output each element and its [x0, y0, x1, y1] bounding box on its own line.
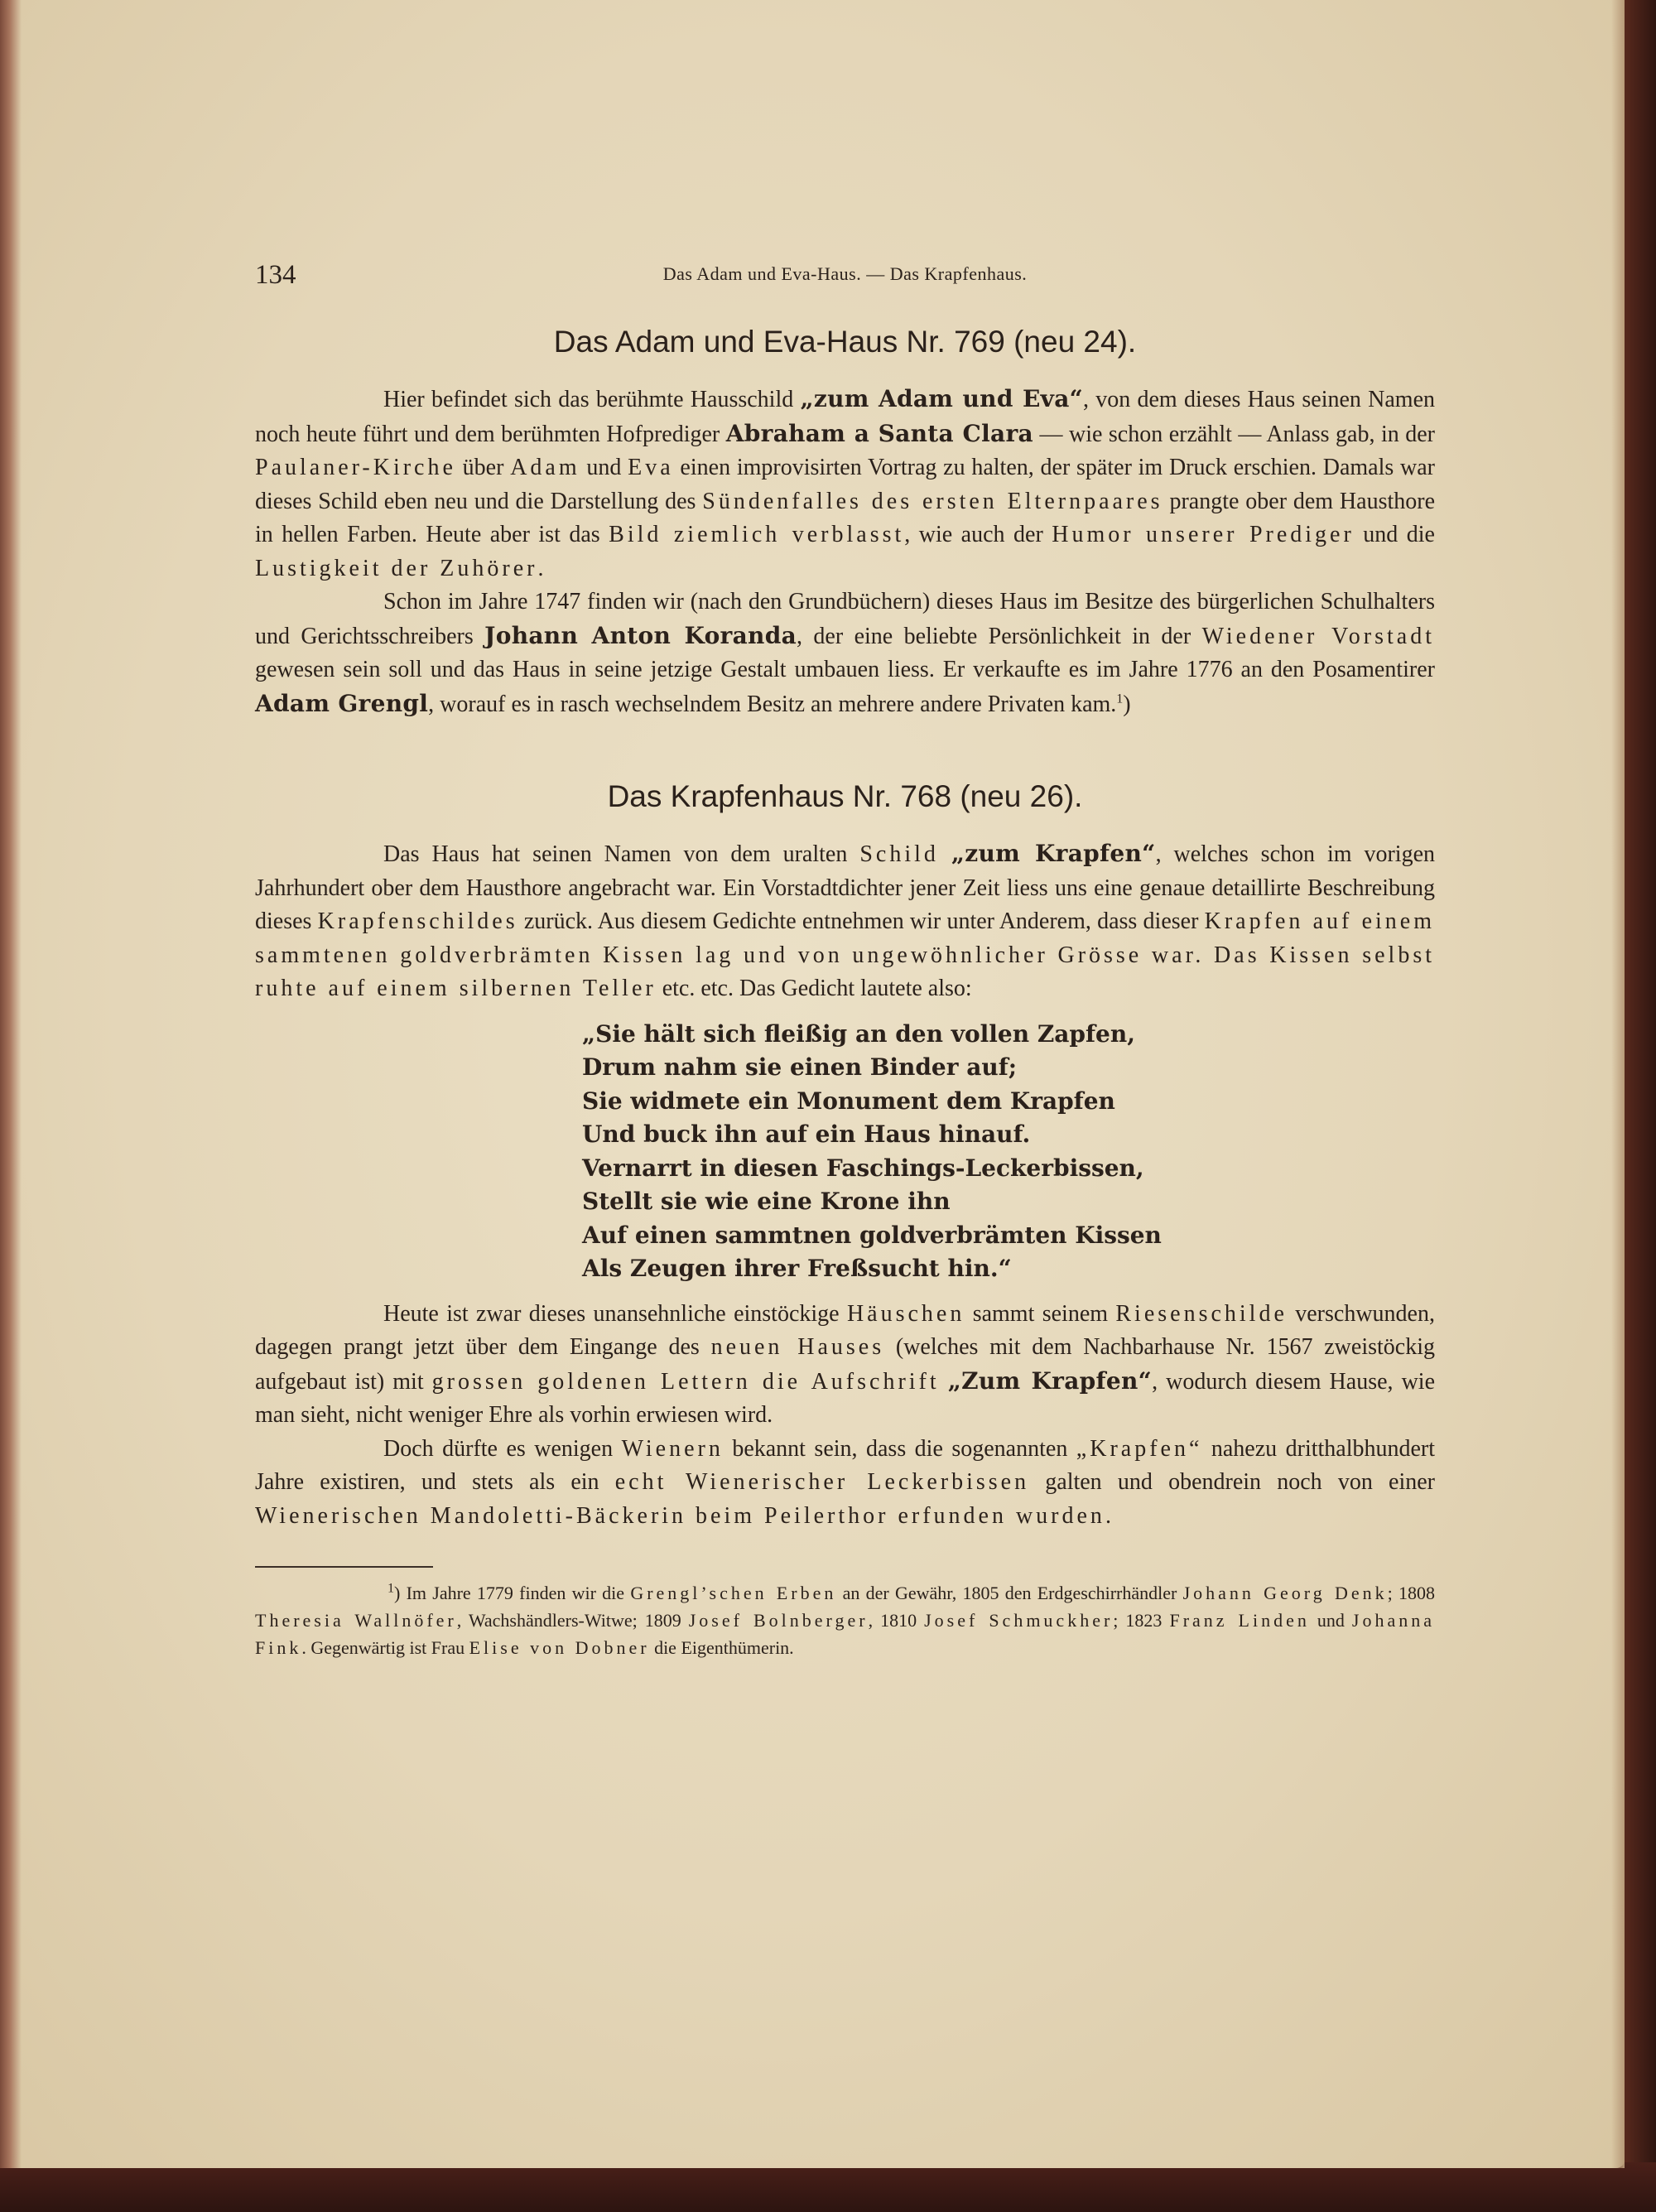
- page-gutter: [0, 0, 22, 2168]
- poem-line: „Sie hält sich fleißig an den vollen Zapfen,: [582, 1019, 1135, 1048]
- page-content: [255, 248, 1435, 1661]
- page-number: 134: [255, 260, 296, 290]
- paragraph: Das Haus hat seinen Namen von dem uralten Schild „zum Krapfen“, welches schon im vorigen Jahrhundert ober dem Hausthore angebracht war. Ein Vorstadtdichter jener Zeit liess uns eine genaue detaillirte Beschreibung dieses Krapfenschildes zurück. Aus diesem Gedichte entnehmen wir unter Anderem, dass dieser Krapfen auf einem sammtenen goldverbrämten Kissen lag und von ungewöhnlicher Grösse war. Das Kissen selbst ruhte auf einem silbernen Teller etc. etc. Das Gedicht lautete also:: [255, 840, 1436, 1001]
- page-edge: [1611, 0, 1625, 2168]
- paragraph: Schon im Jahre 1747 finden wir (nach den Grundbüchern) dieses Haus im Besitze des bürgerlichen Schulhalters und Gerichtsschreibers Johann Anton Koranda, der eine beliebte Persönlichkeit in der Wiedener Vorstadt gewesen sein soll und das Haus in seine jetzige Gestalt umbauen liess. Er verkaufte es im Jahre 1776 an den Posamentirer Adam Grengl, worauf es in rasch wechselndem Besitz an mehrere andere Privaten kam.$^1$): [255, 589, 1436, 717]
- footnote-divider: [255, 1566, 433, 1568]
- poem-line: Sie widmete ein Monument dem Krapfen: [582, 1087, 1115, 1115]
- section-title-adam-eva: Das Adam und Eva-Haus Nr. 769 (neu 24).: [553, 325, 1137, 359]
- poem-line: Als Zeugen ihrer Freßsucht hin.“: [582, 1255, 1012, 1282]
- footnote-marker: 1: [388, 1581, 394, 1596]
- poem-line: Auf einen sammtnen goldverbrämten Kissen: [582, 1221, 1162, 1249]
- book-cover-edge: [1623, 0, 1656, 2212]
- footnote: $^1$) Im Jahre 1779 finden wir die Grengl’schen Erben an der Gewähr, 1805 den Erdgeschirrhändler Johann Georg Denk; 1808 Theresia Wallnöfer, Wachshändlers-Witwe; 1809 Josef Bolnberger, 1810 Josef Schmuckher; 1823 Franz Linden und Johanna Fink. Gegenwärtig ist Frau Elise von Dobner die Eigenthümerin.: [255, 1581, 1435, 1658]
- poem-line: Vernarrt in diesen Faschings-Leckerbissen,: [582, 1154, 1144, 1182]
- footnote-reference: 1: [1116, 692, 1124, 706]
- running-head: [255, 248, 1435, 298]
- poem-line: Stellt sie wie eine Krone ihn: [582, 1188, 951, 1215]
- paragraph: Hier befindet sich das berühmte Hausschild „zum Adam und Eva“, von dem dieses Haus seinen Namen noch heute führt und dem berühmten Hofprediger Abraham a Santa Clara — wie schon erzählt — Anlass gab, in der Paulaner-Kirche über Adam und Eva einen improvisirten Vortrag zu halten, der später im Druck erschien. Damals war dieses Schild eben neu und die Darstellung des Sündenfalles des ersten Elternpaares prangte ober dem Hausthore in hellen Farben. Heute aber ist das Bild ziemlich verblasst, wie auch der Humor unserer Prediger und die Lustigkeit der Zuhörer.: [255, 385, 1436, 581]
- poem: [582, 1018, 1435, 1286]
- paragraph: Doch dürfte es wenigen Wienern bekannt sein, dass die sogenannten „Krapfen“ nahezu dritthalbhundert Jahre existiren, und stets als ein echt Wienerischer Leckerbissen galten und obendrein noch von einer Wienerischen Mandoletti-Bäckerin beim Peilerthor erfunden wurden.: [255, 1435, 1436, 1529]
- poem-line: Und buck ihn auf ein Haus hinauf.: [582, 1120, 1031, 1148]
- book-cover-bottom: [0, 2162, 1656, 2212]
- paragraph: Heute ist zwar dieses unansehnliche einstöckige Häuschen sammt seinem Riesenschilde verschwunden, dagegen prangt jetzt über dem Eingange des neuen Hauses (welches mit dem Nachbarhause Nr. 1567 zweistöckig aufgebaut ist) mit grossen goldenen Lettern die Aufschrift „Zum Krapfen“, wodurch diesem Hause, wie man sieht, nicht weniger Ehre als vorhin erwiesen wird.: [255, 1300, 1435, 1428]
- section-title-krapfenhaus: Das Krapfenhaus Nr. 768 (neu 26).: [607, 779, 1083, 813]
- running-title: Das Adam und Eva-Haus. — Das Krapfenhaus.: [662, 263, 1028, 284]
- poem-line: Drum nahm sie einen Binder auf;: [582, 1053, 1018, 1081]
